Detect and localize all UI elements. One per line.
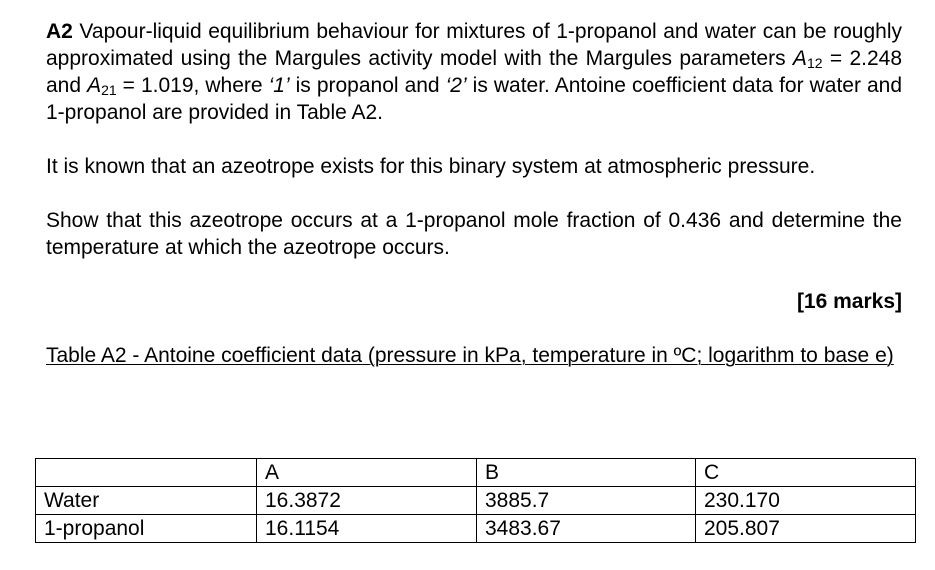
table-caption: Table A2 - Antoine coefficient data (pressure in kPa, temperature in ºC; logarithm to base e) <box>46 344 894 367</box>
table-header-row <box>36 459 916 487</box>
marks-label: [16 marks] <box>796 290 902 313</box>
question-paragraph-1: A2 Vapour-liquid equilibrium behaviour for mixtures of 1-propanol and water can be roughly approximated using the Margules activity model with the Margules parameters $A_{12} = 2.248$ and $A_{21} = 1.019$, where ‘1’ is propanol and ‘2’ is water. Antoine coefficient data for water and 1-propanol are provided in Table A2. <box>46 20 903 124</box>
table-cell: 16.1154 <box>257 515 477 543</box>
table-header-cell <box>36 459 257 487</box>
table-cell: 3885.7 <box>477 487 696 515</box>
table-header-cell: B <box>477 459 696 487</box>
question-paragraph-3: Show that this azeotrope occurs at a 1-propanol mole fraction of 0.436 and determine the temperature at which the azeotrope occurs. <box>46 209 902 259</box>
table-cell: 16.3872 <box>257 487 477 515</box>
table-row <box>36 487 916 515</box>
table-row <box>36 515 916 543</box>
question-number: A2 <box>46 20 73 43</box>
question-content <box>46 18 902 369</box>
table-cell: 205.807 <box>696 515 916 543</box>
antoine-table <box>35 458 916 543</box>
table-cell: 230.170 <box>696 487 916 515</box>
table-header-cell: C <box>696 459 916 487</box>
table-cell: 3483.67 <box>477 515 696 543</box>
table-header-cell: A <box>257 459 477 487</box>
question-paragraph-2: It is known that an azeotrope exists for this binary system at atmospheric pressure. <box>46 155 816 178</box>
table-cell: 1-propanol <box>36 515 257 543</box>
table-cell: Water <box>36 487 257 515</box>
